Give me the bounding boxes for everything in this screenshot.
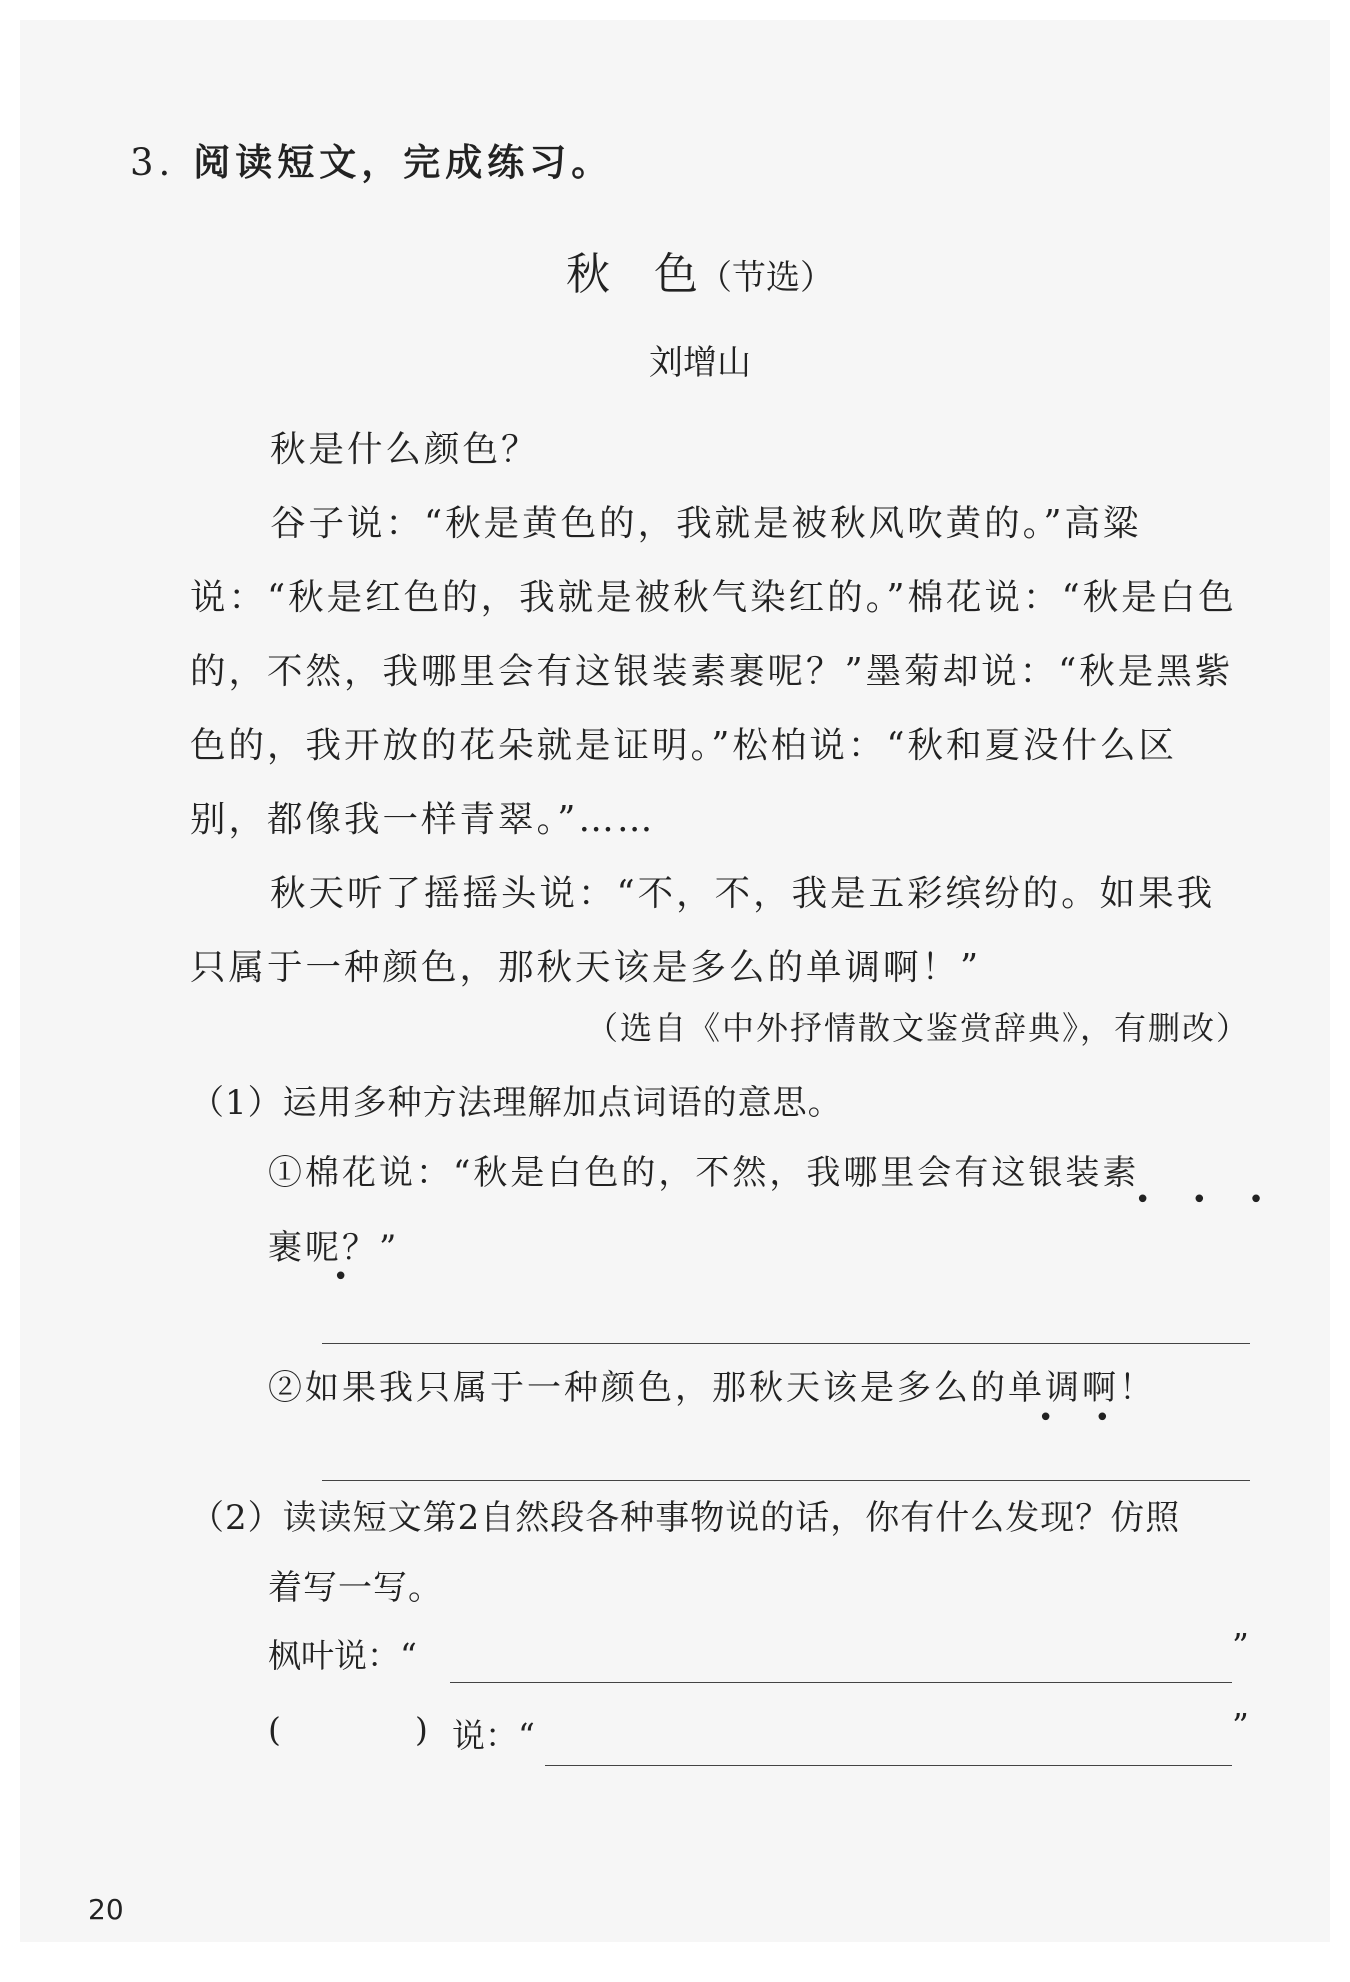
fill-custom-prefix: 说：“ [452, 1716, 535, 1755]
fill-maple-prefix: 枫叶说：“ [268, 1636, 417, 1675]
emphasis-dot-guo: • [333, 1262, 349, 1292]
title-main: 秋 色 [566, 249, 698, 300]
article-title [20, 238, 1330, 302]
paragraph-1: 秋是什么颜色？ [270, 429, 540, 470]
fill-maple-suffix: ” [1232, 1626, 1249, 1665]
workbook-page [20, 20, 1330, 1942]
question-1-item-1-line-1: ①棉花说：“秋是白色的，不然，我哪里会有这银装素 [268, 1153, 1140, 1193]
question-1-item-1-line-2: 裹呢？” [268, 1228, 400, 1268]
exercise-instruction: 阅读短文，完成练习。 [193, 141, 614, 184]
source-note: （选自《中外抒情散文鉴赏辞典》，有删改） [585, 1009, 1250, 1047]
paragraph-2: 谷子说：“秋是黄色的，我就是被秋风吹黄的。”高粱说：“秋是红色的，我就是被秋气染红的。”棉花说：“秋是白色的，不然，我哪里会有这银装素裹呢？”墨菊却说：“秋是黑紫色的，我开放的花朵就是证明。”松柏说：“秋和夏没什么区别，都像我一样青翠。”…… [190, 503, 1237, 840]
fill-custom-close-paren: ) [415, 1710, 428, 1749]
page-number: 20 [88, 1893, 124, 1926]
fill-custom-open-paren: ( [268, 1710, 281, 1749]
fill-custom-suffix: ” [1232, 1706, 1249, 1745]
exercise-heading [130, 132, 613, 186]
answer-line-1[interactable] [322, 1343, 1250, 1344]
title-sub: （节选） [698, 258, 834, 298]
article-author: 刘增山 [649, 343, 751, 383]
emphasis-dots-yinzhuangsu: • • • [1135, 1185, 1264, 1215]
question-1-label: （1）运用多种方法理解加点词语的意思。 [190, 1083, 843, 1123]
fill-custom-answer-line[interactable] [545, 1765, 1232, 1766]
exercise-number: 3. [130, 141, 176, 184]
paragraph-3: 秋天听了摇摇头说：“不，不，我是五彩缤纷的。如果我只属于一种颜色，那秋天该是多么的单调啊！” [190, 873, 1216, 988]
emphasis-dots-dandiao: • • [1038, 1403, 1110, 1433]
fill-custom-subject-slot[interactable] [290, 1710, 410, 1755]
fill-maple-answer-line[interactable] [450, 1682, 1232, 1683]
question-2-label-line-2: 着写一写。 [268, 1568, 443, 1608]
answer-line-2[interactable] [322, 1480, 1250, 1481]
question-1-item-2: ②如果我只属于一种颜色，那秋天该是多么的单调啊！ [268, 1368, 1156, 1408]
question-2-label-line-1: （2）读读短文第2自然段各种事物说的话，你有什么发现？仿照 [190, 1498, 1181, 1538]
